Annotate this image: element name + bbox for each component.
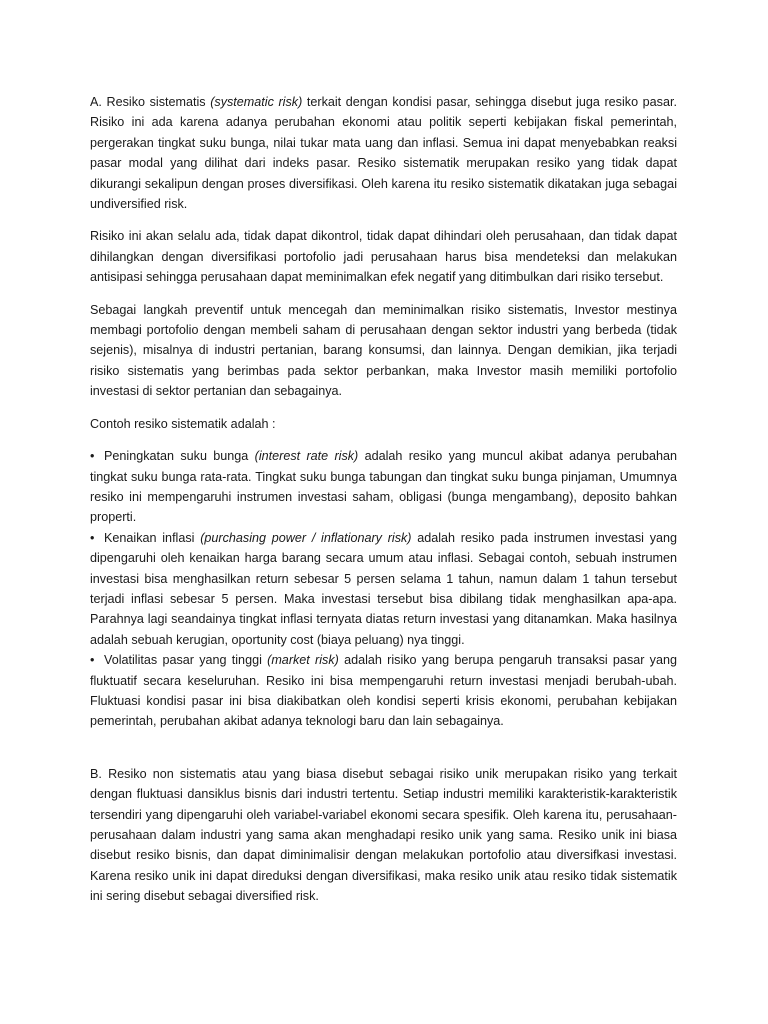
list-item-interest-rate-risk (90, 446, 677, 528)
list-item-body: adalah risiko yang berupa pengaruh transaksi pasar yang fluktuatif secara keseluruhan. Resiko ini bisa mempengaruhi return investasi menjadi berubah-ubah. Fluktuasi kondisi pasar ini bisa diakibatkan oleh kondisi seperti krisis ekonomi, perubahan kebijakan pemerintah, perubahan akibat adanya teknologi baru dan lain sebagainya. (90, 653, 677, 729)
bullet-icon: • (90, 653, 95, 668)
list-item-lead: Peningkatan suku bunga (104, 449, 255, 464)
list-item-lead: Kenaikan inflasi (104, 530, 201, 545)
section-b-paragraph: B. Resiko non sistematis atau yang biasa disebut sebagai risiko unik merupakan risiko yang terkait dengan fluktuasi dansiklus bisnis dari industri tertentu. Setiap industri memiliki karakteristik-karakteristik tersendiri yang dipengaruhi oleh variabel-variabel ekonomi secara spesifik. Oleh karena itu, perusahaan-perusahaan dalam industri yang sama akan menghadapi resiko unik yang sama. Resiko unik ini biasa disebut resiko bisnis, dan dapat diminimalisir dengan melakukan portofolio atau diversifkasi investasi. Karena resiko unik ini dapat direduksi dengan diversifikasi, maka resiko unik atau resiko tidak sistematik ini sering disebut sebagai diversified risk. (90, 766, 677, 904)
section-a-paragraph-2: Risiko ini akan selalu ada, tidak dapat dikontrol, tidak dapat dihindari oleh perusahaan, dan tidak dapat dihilangkan dengan diversifikasi portofolio jadi perusahaan harus bisa mendeteksi dan melakukan antisipasi sehingga perusahaan dapat meminimalkan efek negatif yang ditimbulkan dari risiko tersebut. (90, 229, 677, 285)
section-a-definition-text: terkait dengan kondisi pasar, sehingga disebut juga resiko pasar. Risiko ini ada karena adanya perubahan ekonomi atau politik seperti kebijakan fiskal pemerintah, pergerakan tingkat suku bunga, nilai tukar mata uang dan inflasi. Semua ini dapat menyebabkan reaksi pasar modal yang dilihat dari indeks pasar. Resiko sistematik merupakan resiko yang tidak dapat dikurangi sekalipun dengan proses diversifikasi. Oleh karena itu resiko sistematik dikatakan juga sebagai undiversified risk. (90, 95, 677, 212)
section-a-paragraph-1 (90, 92, 677, 214)
list-item-inflation-risk (90, 528, 677, 650)
section-a-intro-text: A. Resiko sistematis (90, 95, 211, 109)
list-item-market-risk (90, 650, 677, 732)
section-a-examples-heading: Contoh resiko sistematik adalah : (90, 416, 276, 431)
bullet-icon: • (90, 530, 95, 545)
systematic-risk-term: (systematic risk) (210, 95, 303, 109)
list-item-term: (market risk) (267, 653, 339, 668)
list-item-body: adalah resiko yang muncul akibat adanya perubahan tingkat suku bunga rata-rata. Tingkat suku bunga tabungan dan tingkat suku bunga pinjaman, Umumnya resiko ini mempengaruhi instrumen investasi saham, obligasi (bunga mengambang), deposito bahkan properti. (90, 449, 677, 525)
list-item-lead: Volatilitas pasar yang tinggi (104, 653, 268, 668)
list-item-body: adalah resiko pada instrumen investasi yang dipengaruhi oleh kenaikan harga barang secara umum atau inflasi. Sebagai contoh, sebuah instrumen investasi bisa menghasilkan return sebesar 5 persen selama 1 tahun, namun dalam 1 tahun tersebut terjadi inflasi sebesar 5 persen. Maka investasi tersebut bisa dibilang tidak menghasilkan apa-apa. Parahnya lagi seandainya tingkat inflasi ternyata diatas return investasi yang ditanamkan. Maka hasilnya adalah sebuah kerugian, oportunity cost (biaya peluang) nya tinggi. (90, 530, 678, 647)
section-a-paragraph-3: Sebagai langkah preventif untuk mencegah dan meminimalkan risiko sistematis, Investor mestinya membagi portofolio dengan membeli saham di perusahaan dengan sektor industri yang berbeda (tidak sejenis), misalnya di industri pertanian, barang konsumsi, dan lainnya. Dengan demikian, jika terjadi risiko sistematis yang berimbas pada sektor perbankan, maka Investor masih memiliki portofolio investasi di sektor pertanian dan sebagainya. (90, 302, 677, 399)
list-item-term: (purchasing power / inflationary risk) (200, 530, 412, 545)
document-page (90, 92, 677, 907)
list-item-term: (interest rate risk) (254, 449, 359, 464)
bullet-icon: • (90, 449, 95, 464)
